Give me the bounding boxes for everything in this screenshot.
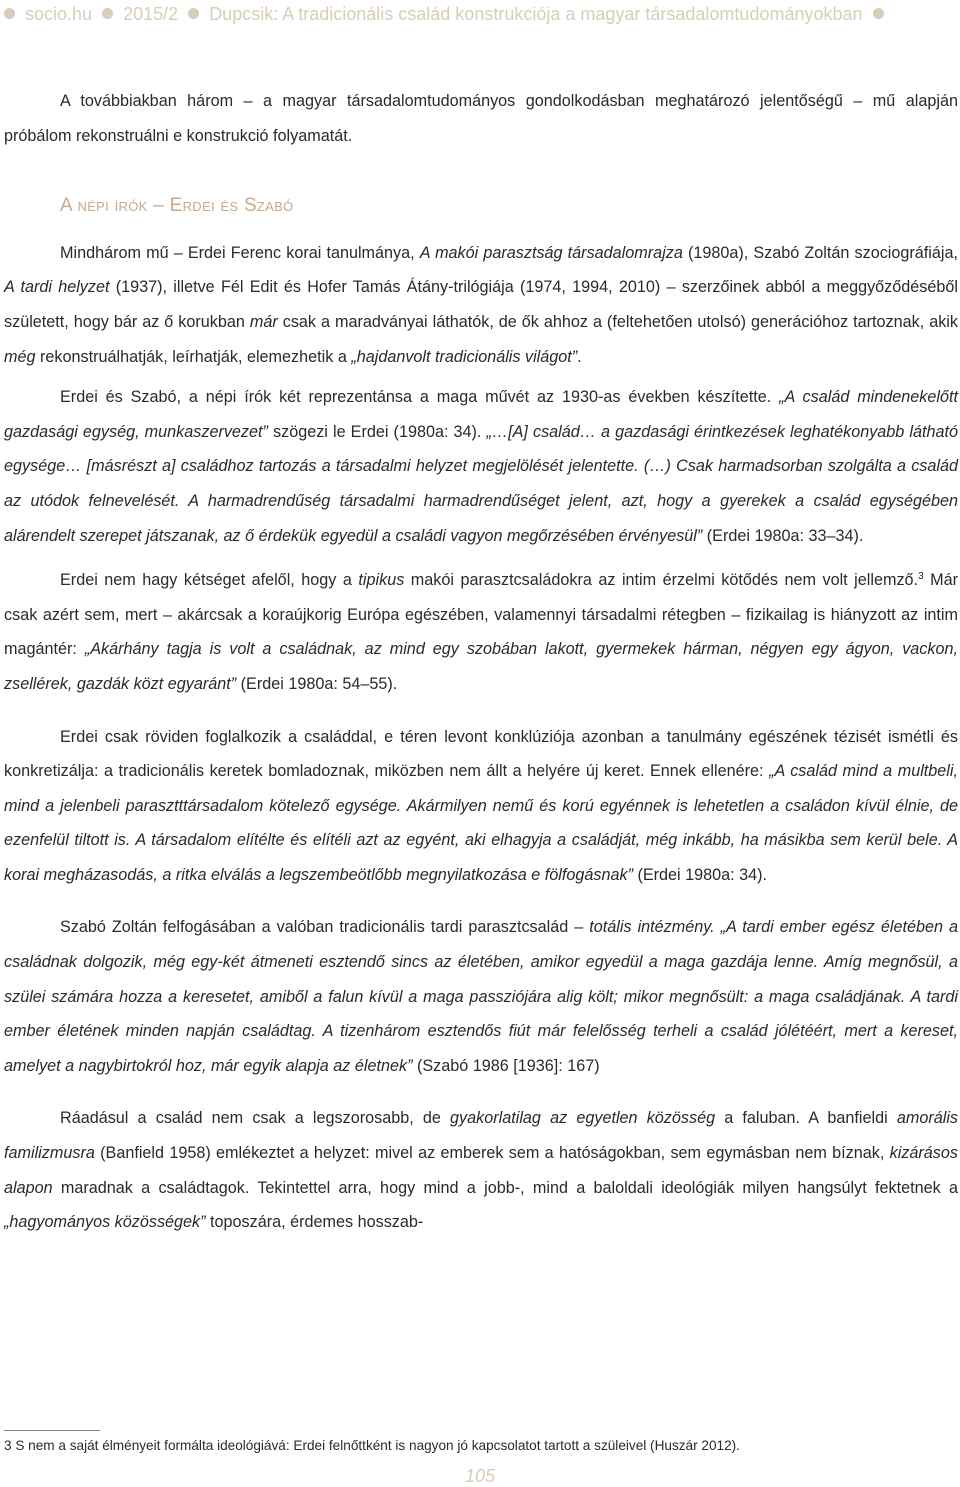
section-title: A népi írók – Erdei és Szabó bbox=[60, 195, 294, 217]
bullet-dot-icon bbox=[188, 8, 199, 19]
header-issue: 2015/2 bbox=[123, 4, 179, 24]
bullet-dot-icon bbox=[102, 8, 113, 19]
header-site: socio.hu bbox=[25, 4, 93, 24]
article-body bbox=[4, 84, 958, 1240]
paragraph-3: Erdei nem hagy kétséget afelől, hogy a tipikus makói parasztcsaládokra az intim érzelmi kötődés nem volt jellemző.$^3$ Már csak azért sem, mert – akárcsak a koraújkorig Európa egészében, valamennyi társadalmi rétegben – fizikailag is hiányzott az intim magántér: „Akárhány tagja is volt a családnak, az mind egy szobában lakott, gyermekek hárman, négyen egy ágyon, vackon, zsellérek, gazdák közt egyaránt” (Erdei 1980a: 54–55). bbox=[4, 571, 959, 693]
paragraph-5: Szabó Zoltán felfogásában a valóban tradicionális tardi parasztcsalád – totális intézmény. „A tardi ember egész életében a családnak dolgozik, még egy-két átmeneti esztendő sincs az életében, amikor egyedül a maga gazdája lenne. Amíg megnősül, a szülei számára hozza a keresetet, amiből a falun kívül a maga passziójára alig költ; mikor megnősült: a maga családjának. A tardi ember életének minden napján családtag. A tizenhárom esztendős fiút már felelősség terheli a család jólétéért, mert a kereset, amelyet a nagybirtokról hoz, már egyik alapja az életnek” (Szabó 1986 [1936]: 167) bbox=[4, 918, 959, 1075]
page-number: 105 bbox=[464, 1466, 496, 1486]
bullet-dot-icon bbox=[873, 8, 884, 19]
paragraph-2: Erdei és Szabó, a népi írók két reprezentánsa a maga művét az 1930-as években készítette. „A család mindenekelőtt gazdasági egység, munkaszervezet” szögezi le Erdei (1980a: 34). „…[A] család… a gazdasági érintkezések leghatékonyabb látható egysége… [másrészt a] családhoz tartozás a társadalmi helyzet megjelölését jelentette. (…) Csak harmadsorban szolgálta a család az utódok felnevelését. A harmadrendűség társadalmi harmadrendűséget jelent, azt, hogy a gyerekek a család egységében alárendelt szerepet játszanak, az ő érdekük egyedül a családi vagyon megőrzésében érvényesül” (Erdei 1980a: 33–34). bbox=[4, 388, 958, 545]
intro-paragraph: A továbbiakban három – a magyar társadalomtudományos gondolkodásban meghatározó jelentőségű – mű alapján próbálom rekonstruálni e konstrukció folyamatát. bbox=[4, 92, 958, 145]
footnote-divider bbox=[4, 1430, 100, 1431]
footnote: 3 S nem a saját élményeit formálta ideológiává: Erdei felnőttként is nagyon jó kapcsolatot tartott a szüleivel (Huszár 2012). bbox=[4, 1438, 740, 1453]
paragraph-1: Mindhárom mű – Erdei Ferenc korai tanulmánya, A makói parasztság társadalomrajza (1980a), Szabó Zoltán szociográfiája, A tardi helyzet (1937), illetve Fél Edit és Hofer Tamás Átány-trilógiája (1974, 1994, 2010) – szerzőinek abból a meggyőződéséből született, hogy bár az ő korukban már csak a maradványai láthatók, de ők ahhoz a (feltehetően utolsó) generációhoz tartoznak, akik még rekonstruálhatják, leírhatják, elemezhetik a „hajdanvolt tradicionális világot”. bbox=[4, 243, 958, 366]
running-header bbox=[0, 4, 960, 30]
paragraph-6: Ráadásul a család nem csak a legszorosabb, de gyakorlatilag az egyetlen közösség a faluban. A banfieldi amorális familizmusra (Banfield 1958) emlékeztet a helyzet: mivel az emberek sem a hatóságokban, sem egymásban nem bíznak, kizárásos alapon maradnak a családtagok. Tekintettel arra, hogy mind a jobb-, mind a baloldali ideológiák milyen hangsúlyt fektetnek a „hagyományos közösségek” toposzára, érdemes hosszab- bbox=[4, 1109, 959, 1232]
footnote-marker: 3 bbox=[918, 571, 924, 583]
paragraph-4: Erdei csak röviden foglalkozik a családdal, e téren levont konklúziója azonban a tanulmány egészének tézisét ismétli és konkretizálja: a tradicionális keretek bomladoznak, miközben nem állt a helyére új keret. Ennek ellenére: „A család mind a multbeli, mind a jelenbeli parasztttársadalom kötelező egysége. Akármilyen nemű és korú egyénnek is lehetetlen a családon kívül élnie, de ezenfelül tiltott is. A társadalom elítélte és elítéli azt az egyént, aki elhagyja a családját, még inkább, ha másikba sem kerül bele. A korai megházasodás, a ritka elválás a legszembeötlőbb megnyilatkozása e fölfogásnak” (Erdei 1980a: 34). bbox=[4, 727, 958, 884]
header-article-title: Dupcsik: A tradicionális család konstrukciója a magyar társadalomtudományokban bbox=[209, 4, 863, 24]
bullet-dot-icon bbox=[4, 8, 15, 19]
